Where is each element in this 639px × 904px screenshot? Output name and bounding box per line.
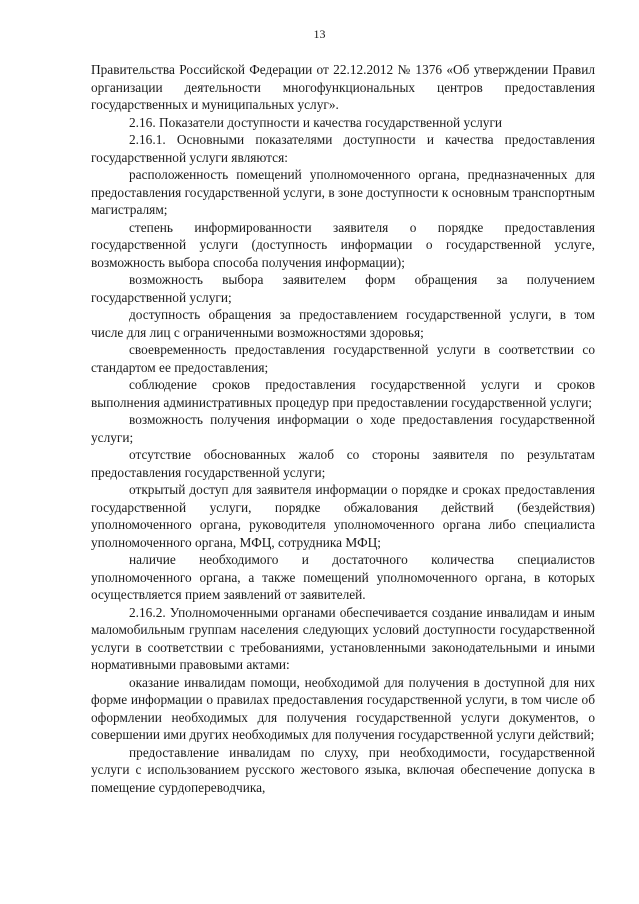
paragraph-2-16-1: 2.16.1. Основными показателями доступности и качества предоставления государственной услуги являются: [91,132,595,165]
section-heading-2-16: 2.16. Показатели доступности и качества государственной услуги [129,114,503,130]
list-item-timeliness: своевременность предоставления государственной услуги в соответствии со стандартом ее предоставления; [91,342,595,375]
list-item-deadlines: соблюдение сроков предоставления государственной услуги и сроков выполнения административных процедур при предоставлении государственной услуги; [91,377,595,410]
page-number: 13 [313,27,326,41]
paragraph-regulation-reference: Правительства Российской Федерации от 22.12.2012 № 1376 «Об утверждении Правил организации деятельности многофункциональных центров предоставления государственных и муниципальных услуг». [91,62,595,112]
list-item-open-access: открытый доступ для заявителя информации о порядке и сроках предоставления государственной услуги, порядке обжалования действий (бездействия) уполномоченного органа, руководителя уполномоченного органа либо специалиста уполномоченного органа, МФЦ, сотрудника МФЦ; [91,482,595,550]
list-item-no-complaints: отсутствие обоснованных жалоб со стороны заявителя по результатам предоставления государственной услуги; [91,447,595,480]
list-item-form-choice: возможность выбора заявителем форм обращения за получением государственной услуги; [91,272,595,305]
list-item-location: расположенность помещений уполномоченного органа, предназначенных для предоставления государственной услуги, в зоне доступности к основным транспортным магистралям; [91,167,595,217]
list-item-sign-language: предоставление инвалидам по слуху, при необходимости, государственной услуги с использованием русского жестового языка, включая обеспечение допуска в помещение сурдопереводчика, [91,744,595,795]
document-body [91,61,595,796]
list-item-disabled-assistance: оказание инвалидам помощи, необходимой для получения в доступной для них форме информации о правилах предоставления государственной услуги, в том числе об оформлении необходимых для получения государственной услуги документов, о совершении ими других необходимых для получения государственной услуги действий; [91,674,595,742]
list-item-accessibility: доступность обращения за предоставлением государственной услуги, в том числе для лиц с ограниченными возможностями здоровья; [91,307,595,340]
list-item-staffing: наличие необходимого и достаточного количества специалистов уполномоченного органа, а также помещений уполномоченного органа, в которых осуществляется прием заявлений от заявителей. [91,552,595,602]
list-item-informedness: степень информированности заявителя о порядке предоставления государственной услуги (доступность информации о государственной услуге, возможность выбора способа получения информации); [91,219,595,270]
paragraph-2-16-2: 2.16.2. Уполномоченными органами обеспечивается создание инвалидам и иным маломобильным группам населения следующих условий доступности государственной услуги в соответствии с требованиями, установленными законодательными и иными нормативными правовыми актами: [91,604,595,672]
list-item-progress-info: возможность получения информации о ходе предоставления государственной услуги; [91,412,595,445]
